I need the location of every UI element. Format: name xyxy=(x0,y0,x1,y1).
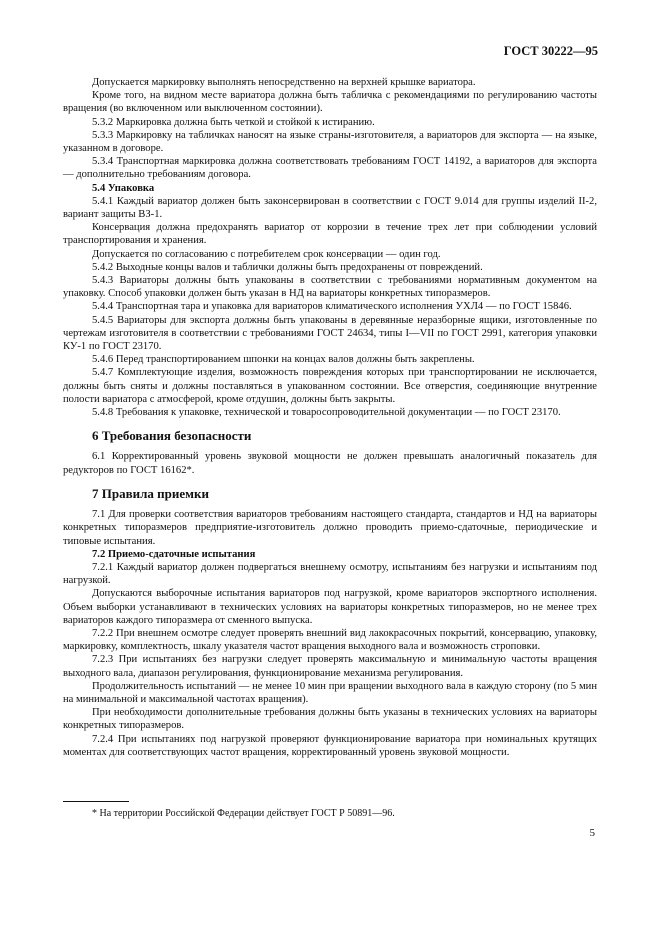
paragraph: Допускается по согласованию с потребителем срок консервации — один год. xyxy=(92,248,441,260)
paragraph: Продолжительность испытаний — не менее 10 мин при вращении выходного вала в каждую сторону (по 5 мин на минимальной и максимальной частотах вращения). xyxy=(63,680,597,705)
paragraph: Кроме того, на видном месте вариатора должна быть табличка с рекомендациями по регулированию частоты вращения (во включенном или выключенном состоянии). xyxy=(63,90,597,115)
paragraph: 5.4.4 Транспортная тара и упаковка для вариаторов климатического исполнения УХЛ4 — по ГОСТ 15846. xyxy=(92,301,572,313)
paragraph: 5.3.2 Маркировка должна быть четкой и стойкой к истиранию. xyxy=(92,116,375,128)
paragraph: При необходимости дополнительные требования должны быть указаны в технических условиях на вариаторы конкретных типоразмеров. xyxy=(63,707,597,732)
page-number: 5 xyxy=(589,827,595,839)
paragraph: 5.4.7 Комплектующие изделия, возможность повреждения которых при транспортировании не исключается, должны быть сняты и должны поставляться в упакованном состоянии. Все отверстия, соединяющие внутренние полости вариатора с атмосферой, кроме отдушин, должны быть закрыты. xyxy=(63,367,597,405)
paragraph: 7.1 Для проверки соответствия вариаторов требованиям настоящего стандарта, стандартов и НД на вариаторы конкретных типоразмеров предприятие-изготовитель должно проводить приемо-сдаточные, периодические и типовые испытания. xyxy=(63,509,597,547)
paragraph: 5.4.2 Выходные концы валов и таблички должны быть предохранены от повреждений. xyxy=(92,261,483,273)
paragraph: 5.3.3 Маркировку на табличках наносят на языке страны-изготовителя, а вариаторов для экспорта — на языке, указанном в договоре. xyxy=(63,129,597,155)
paragraph: 7.2.1 Каждый вариатор должен подвергаться внешнему осмотру, испытаниям без нагрузки и испытаниям под нагрузкой. xyxy=(63,561,597,587)
paragraph: 7.2.3 При испытаниях без нагрузки следует проверять максимальную и минимальную частоты вращения выходного вала, диапазон регулирования, функционирование механизма регулирования. xyxy=(63,654,597,679)
document-header: ГОСТ 30222—95 xyxy=(503,44,598,58)
paragraph: Консервация должна предохранять вариатор от коррозии в течение трех лет при соблюдении условий транспортирования и хранения. xyxy=(63,222,597,247)
paragraph: 5.4.6 Перед транспортированием шпонки на концах валов должны быть закреплены. xyxy=(92,354,475,366)
paragraph: 5.4.1 Каждый вариатор должен быть законсервирован в соответствии с ГОСТ 9.014 для группы изделий II-2, вариант защиты ВЗ-1. xyxy=(63,195,597,221)
paragraph: 5.3.4 Транспортная маркировка должна соответствовать требованиям ГОСТ 14192, а вариаторов для экспорта — дополнительно требованиям договора. xyxy=(63,156,597,181)
footnote-separator xyxy=(63,801,129,802)
paragraph: 5.4.8 Требования к упаковке, технической и товаросопроводительной документации — по ГОСТ 23170. xyxy=(92,407,561,419)
paragraph: 6.1 Корректированный уровень звуковой мощности не должен превышать аналогичный показатель для редукторов по ГОСТ 16162*. xyxy=(63,451,597,476)
paragraph: 5.4.3 Вариаторы должны быть упакованы в соответствии с требованиями нормативным документом на упаковку. Способ упаковки должен быть указан в НД на вариаторы конкретных типоразмеров. xyxy=(63,275,597,300)
footnote: * На территории Российской Федерации действует ГОСТ Р 50891—96. xyxy=(92,808,395,819)
paragraph: 5.4.5 Вариаторы для экспорта должны быть упакованы в деревянные неразборные ящики, изготовленные по чертежам изготовителя в соответствии с требованиями ГОСТ 24634, типы I—VII по ГОСТ 2991, категория упаковки КУ-1 по ГОСТ 23170. xyxy=(63,314,597,353)
section-heading: 7 Правила приемки xyxy=(92,485,209,501)
subsection-heading: 7.2 Приемо-сдаточные испытания xyxy=(92,548,256,560)
paragraph: Допускаются выборочные испытания вариаторов под нагрузкой, кроме вариаторов экспортного исполнения. Объем выборки устанавливают в технических условиях на вариаторы конкретных типоразмеров, но не менее трех вариаторов каждого типоразмера от сменного выпуска. xyxy=(63,588,597,626)
paragraph: Допускается маркировку выполнять непосредственно на верхней крышке вариатора. xyxy=(92,77,476,88)
document-body xyxy=(63,76,597,759)
section-heading: 6 Требования безопасности xyxy=(92,428,252,444)
paragraph: 7.2.2 При внешнем осмотре следует проверять внешний вид лакокрасочных покрытий, консервацию, упаковку, маркировку, комплектность, шкалу указателя частот вращения выходного вала и возможность строповки. xyxy=(63,627,597,653)
subsection-heading: 5.4 Упаковка xyxy=(92,182,155,194)
paragraph: 7.2.4 При испытаниях под нагрузкой проверяют функционирование вариатора при номинальных крутящих моментах для соответствующих частот вращения, корректированный уровень звуковой мощности. xyxy=(63,733,597,758)
